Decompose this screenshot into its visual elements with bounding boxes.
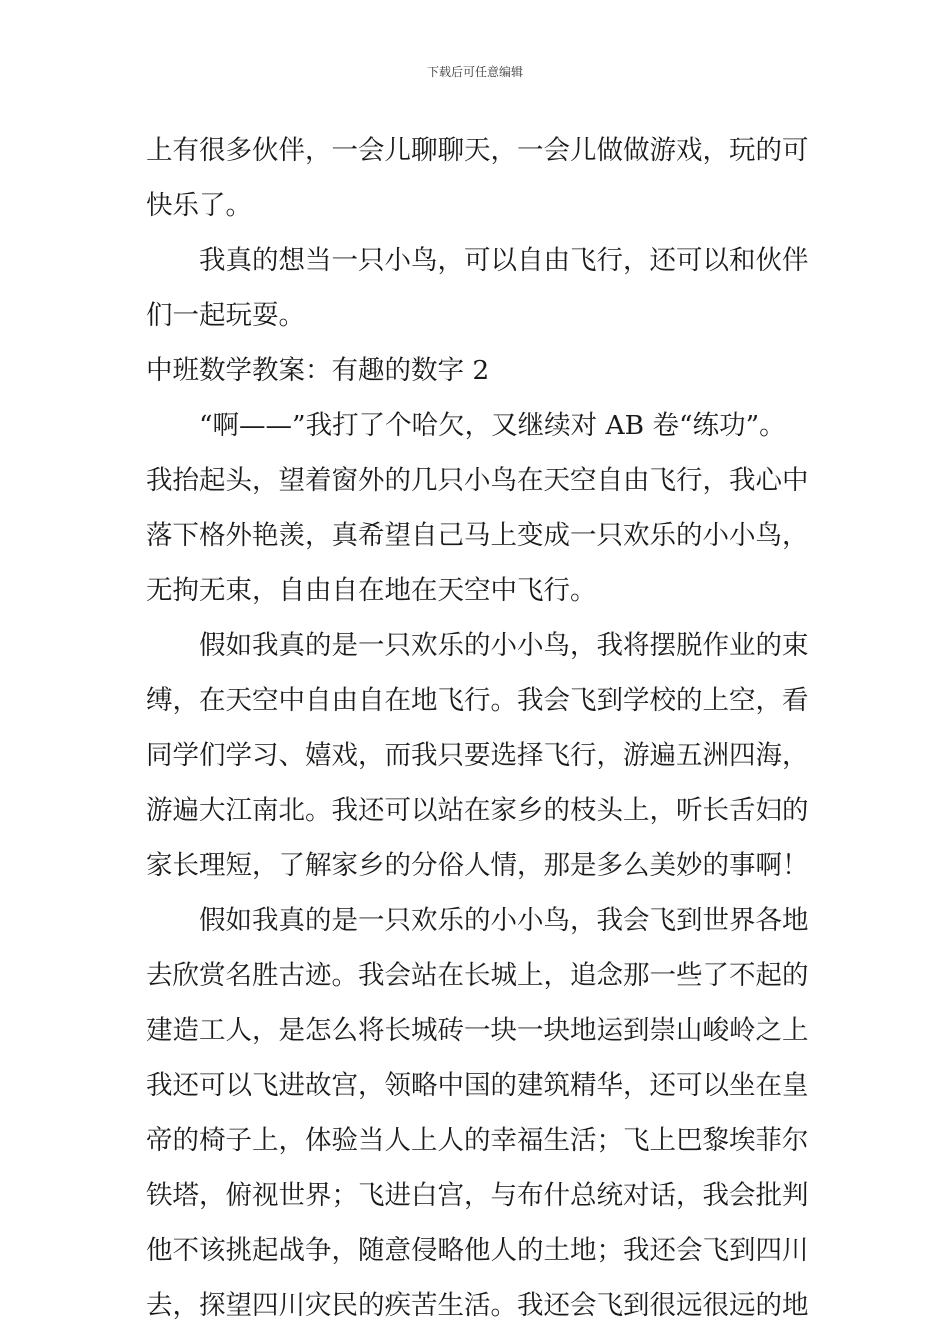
text-line: 上有很多伙伴，一会儿聊聊天，一会儿做做游戏，玩的可 — [146, 135, 809, 166]
text-line: 游遍大江南北。我还可以站在家乡的枝头上，听长舌妇的 — [146, 795, 809, 826]
section-title: 中班数学教案：有趣的数字 2 — [146, 355, 490, 386]
text-line: 快乐了。 — [146, 190, 252, 221]
text-line: 同学们学习、嬉戏，而我只要选择飞行，游遍五洲四海， — [146, 740, 809, 771]
text-line: 无拘无束，自由自在地在天空中飞行。 — [146, 575, 597, 606]
text-line: 我还可以飞进故宫，领略中国的建筑精华，还可以坐在皇 — [146, 1070, 809, 1101]
text-line: 帝的椅子上，体验当人上人的幸福生活；飞上巴黎埃菲尔 — [146, 1125, 809, 1156]
paragraph-start-line: 假如我真的是一只欢乐的小小鸟，我会飞到世界各地 — [199, 905, 809, 936]
paragraph-start-line: 假如我真的是一只欢乐的小小鸟，我将摆脱作业的束 — [199, 630, 809, 661]
page-header: 下载后可任意编辑 — [426, 65, 523, 79]
text-line: 建造工人，是怎么将长城砖一块一块地运到崇山峻岭之上 — [146, 1015, 809, 1046]
text-line: 家长理短，了解家乡的分俗人情，那是多么美妙的事啊！ — [146, 850, 809, 881]
text-line: 们一起玩耍。 — [146, 300, 305, 331]
text-line: 去欣赏名胜古迹。我会站在长城上，追念那一些了不起的 — [146, 960, 809, 991]
paragraph-start-line: “啊——”我打了个哈欠，又继续对 AB 卷“练功”。 — [199, 410, 786, 441]
paragraph-start-line: 我真的想当一只小鸟，可以自由飞行，还可以和伙伴 — [199, 245, 809, 276]
text-line: 他不该挑起战争，随意侵略他人的土地；我还会飞到四川 — [146, 1235, 809, 1266]
text-line: 缚，在天空中自由自在地飞行。我会飞到学校的上空，看 — [146, 685, 809, 716]
text-line: 我抬起头，望着窗外的几只小鸟在天空自由飞行，我心中 — [146, 465, 809, 496]
document-body — [146, 128, 808, 1338]
text-line: 落下格外艳羡，真希望自己马上变成一只欢乐的小小鸟， — [146, 520, 809, 551]
text-line: 铁塔，俯视世界；飞进白宫，与布什总统对话，我会批判 — [146, 1180, 809, 1211]
text-line: 去，探望四川灾民的疾苦生活。我还会飞到很远很远的地 — [146, 1290, 809, 1321]
